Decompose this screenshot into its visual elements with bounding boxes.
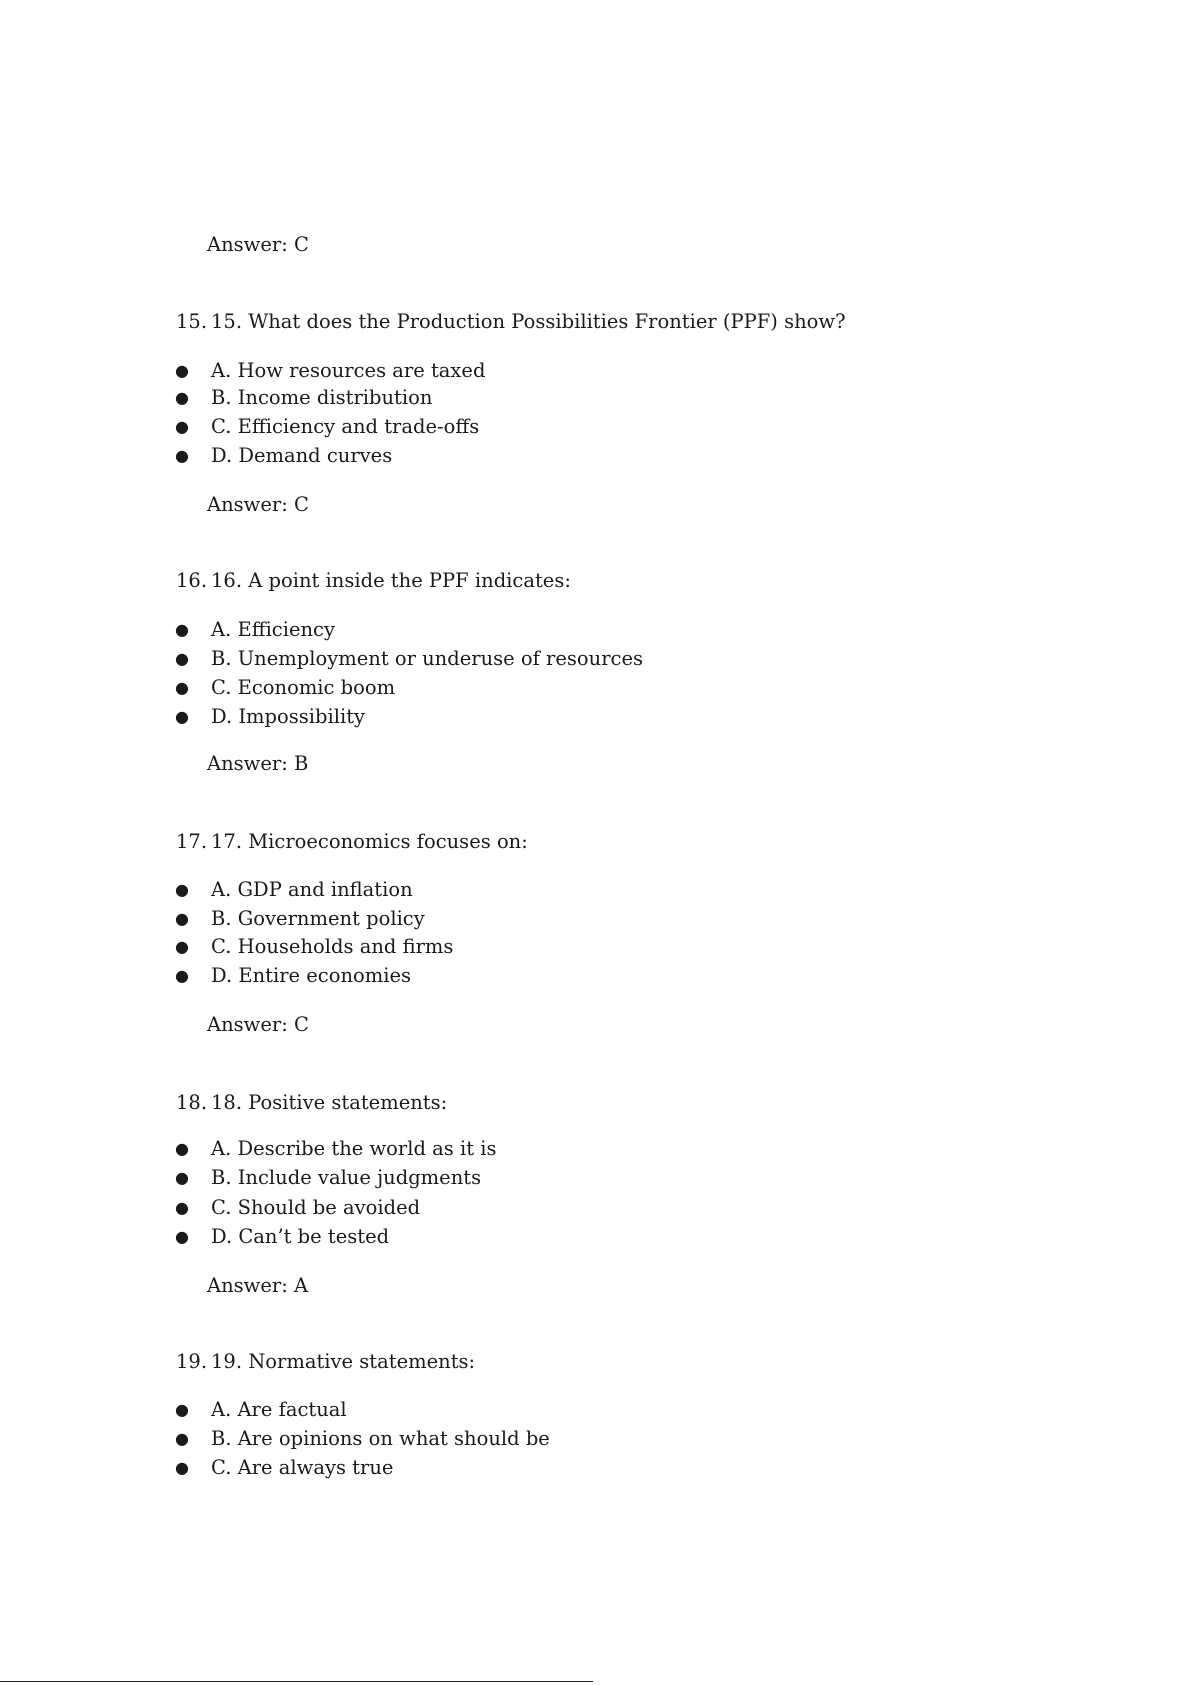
- document-page: Answer: C 15. 15. What does the Production Possibilities Frontier (PPF) show? ● A. How resources are taxed ● B. Income distribution ● C. Efficiency and trade-offs ● D. Demand curves Answer: C 16. 16. A point inside the PPF indicates: ● A. Efficiency ● B. Unemployment or underuse of resources ● C. Economic boom ● D. Impossibility Answer: B 17. 17. Microeconomics focuses on: ● A. GDP and inflation ● B. Government policy ● C. Households and firms ● D. Entire economies Answer: C 18. 18. Positive statements: ● A. Describe the world as it is ● B. Include value judgments ● C. Should be avoided ● D. Can’t be tested Answer: A 19. 19. Normative statements: ● A. Are factual ● B. Are opinions on what should be ● C. Are always true: [0, 0, 1191, 1685]
- bullet-icon: ●: [175, 361, 189, 380]
- bullet-icon: ●: [175, 1168, 189, 1187]
- question-15: [176, 309, 846, 335]
- bullet-icon: ●: [175, 446, 189, 465]
- bullet-icon: ●: [175, 649, 189, 668]
- question-text: 16. A point inside the PPF indicates:: [211, 569, 571, 592]
- bullet-icon: ●: [175, 1400, 189, 1419]
- question-number: 16.: [176, 569, 208, 592]
- question-19: [176, 1349, 475, 1375]
- question-text: 19. Normative statements:: [211, 1350, 476, 1373]
- bullet-icon: ●: [175, 417, 189, 436]
- bullet-icon: ●: [175, 1227, 189, 1246]
- question-number: 18.: [176, 1091, 208, 1114]
- answer-18: Answer: A: [207, 1274, 309, 1297]
- question-text: 15. What does the Production Possibilities Frontier (PPF) show?: [211, 310, 846, 333]
- question-number: 17.: [176, 830, 208, 853]
- bullet-icon: ●: [175, 1429, 189, 1448]
- bullet-icon: ●: [175, 880, 189, 899]
- bullet-icon: ●: [175, 909, 189, 928]
- bullet-icon: ●: [175, 678, 189, 697]
- question-text: 18. Positive statements:: [211, 1091, 448, 1114]
- answer-17: Answer: C: [207, 1013, 309, 1036]
- answer-16: Answer: B: [207, 752, 309, 775]
- answer-15: Answer: C: [207, 493, 309, 516]
- bullet-icon: ●: [175, 1198, 189, 1217]
- question-18: [176, 1090, 447, 1116]
- bullet-icon: ●: [175, 620, 189, 639]
- bullet-icon: ●: [175, 707, 189, 726]
- question-number: 15.: [176, 310, 208, 333]
- footer-divider: [0, 1681, 593, 1682]
- question-text: 17. Microeconomics focuses on:: [211, 830, 528, 853]
- question-17: [176, 829, 528, 855]
- bullet-icon: ●: [175, 937, 189, 956]
- bullet-icon: ●: [175, 966, 189, 985]
- answer-14: Answer: C: [207, 233, 309, 256]
- bullet-icon: ●: [175, 388, 189, 407]
- bullet-icon: ●: [175, 1139, 189, 1158]
- question-16: [176, 568, 571, 594]
- question-number: 19.: [176, 1350, 208, 1373]
- bullet-icon: ●: [175, 1458, 189, 1477]
